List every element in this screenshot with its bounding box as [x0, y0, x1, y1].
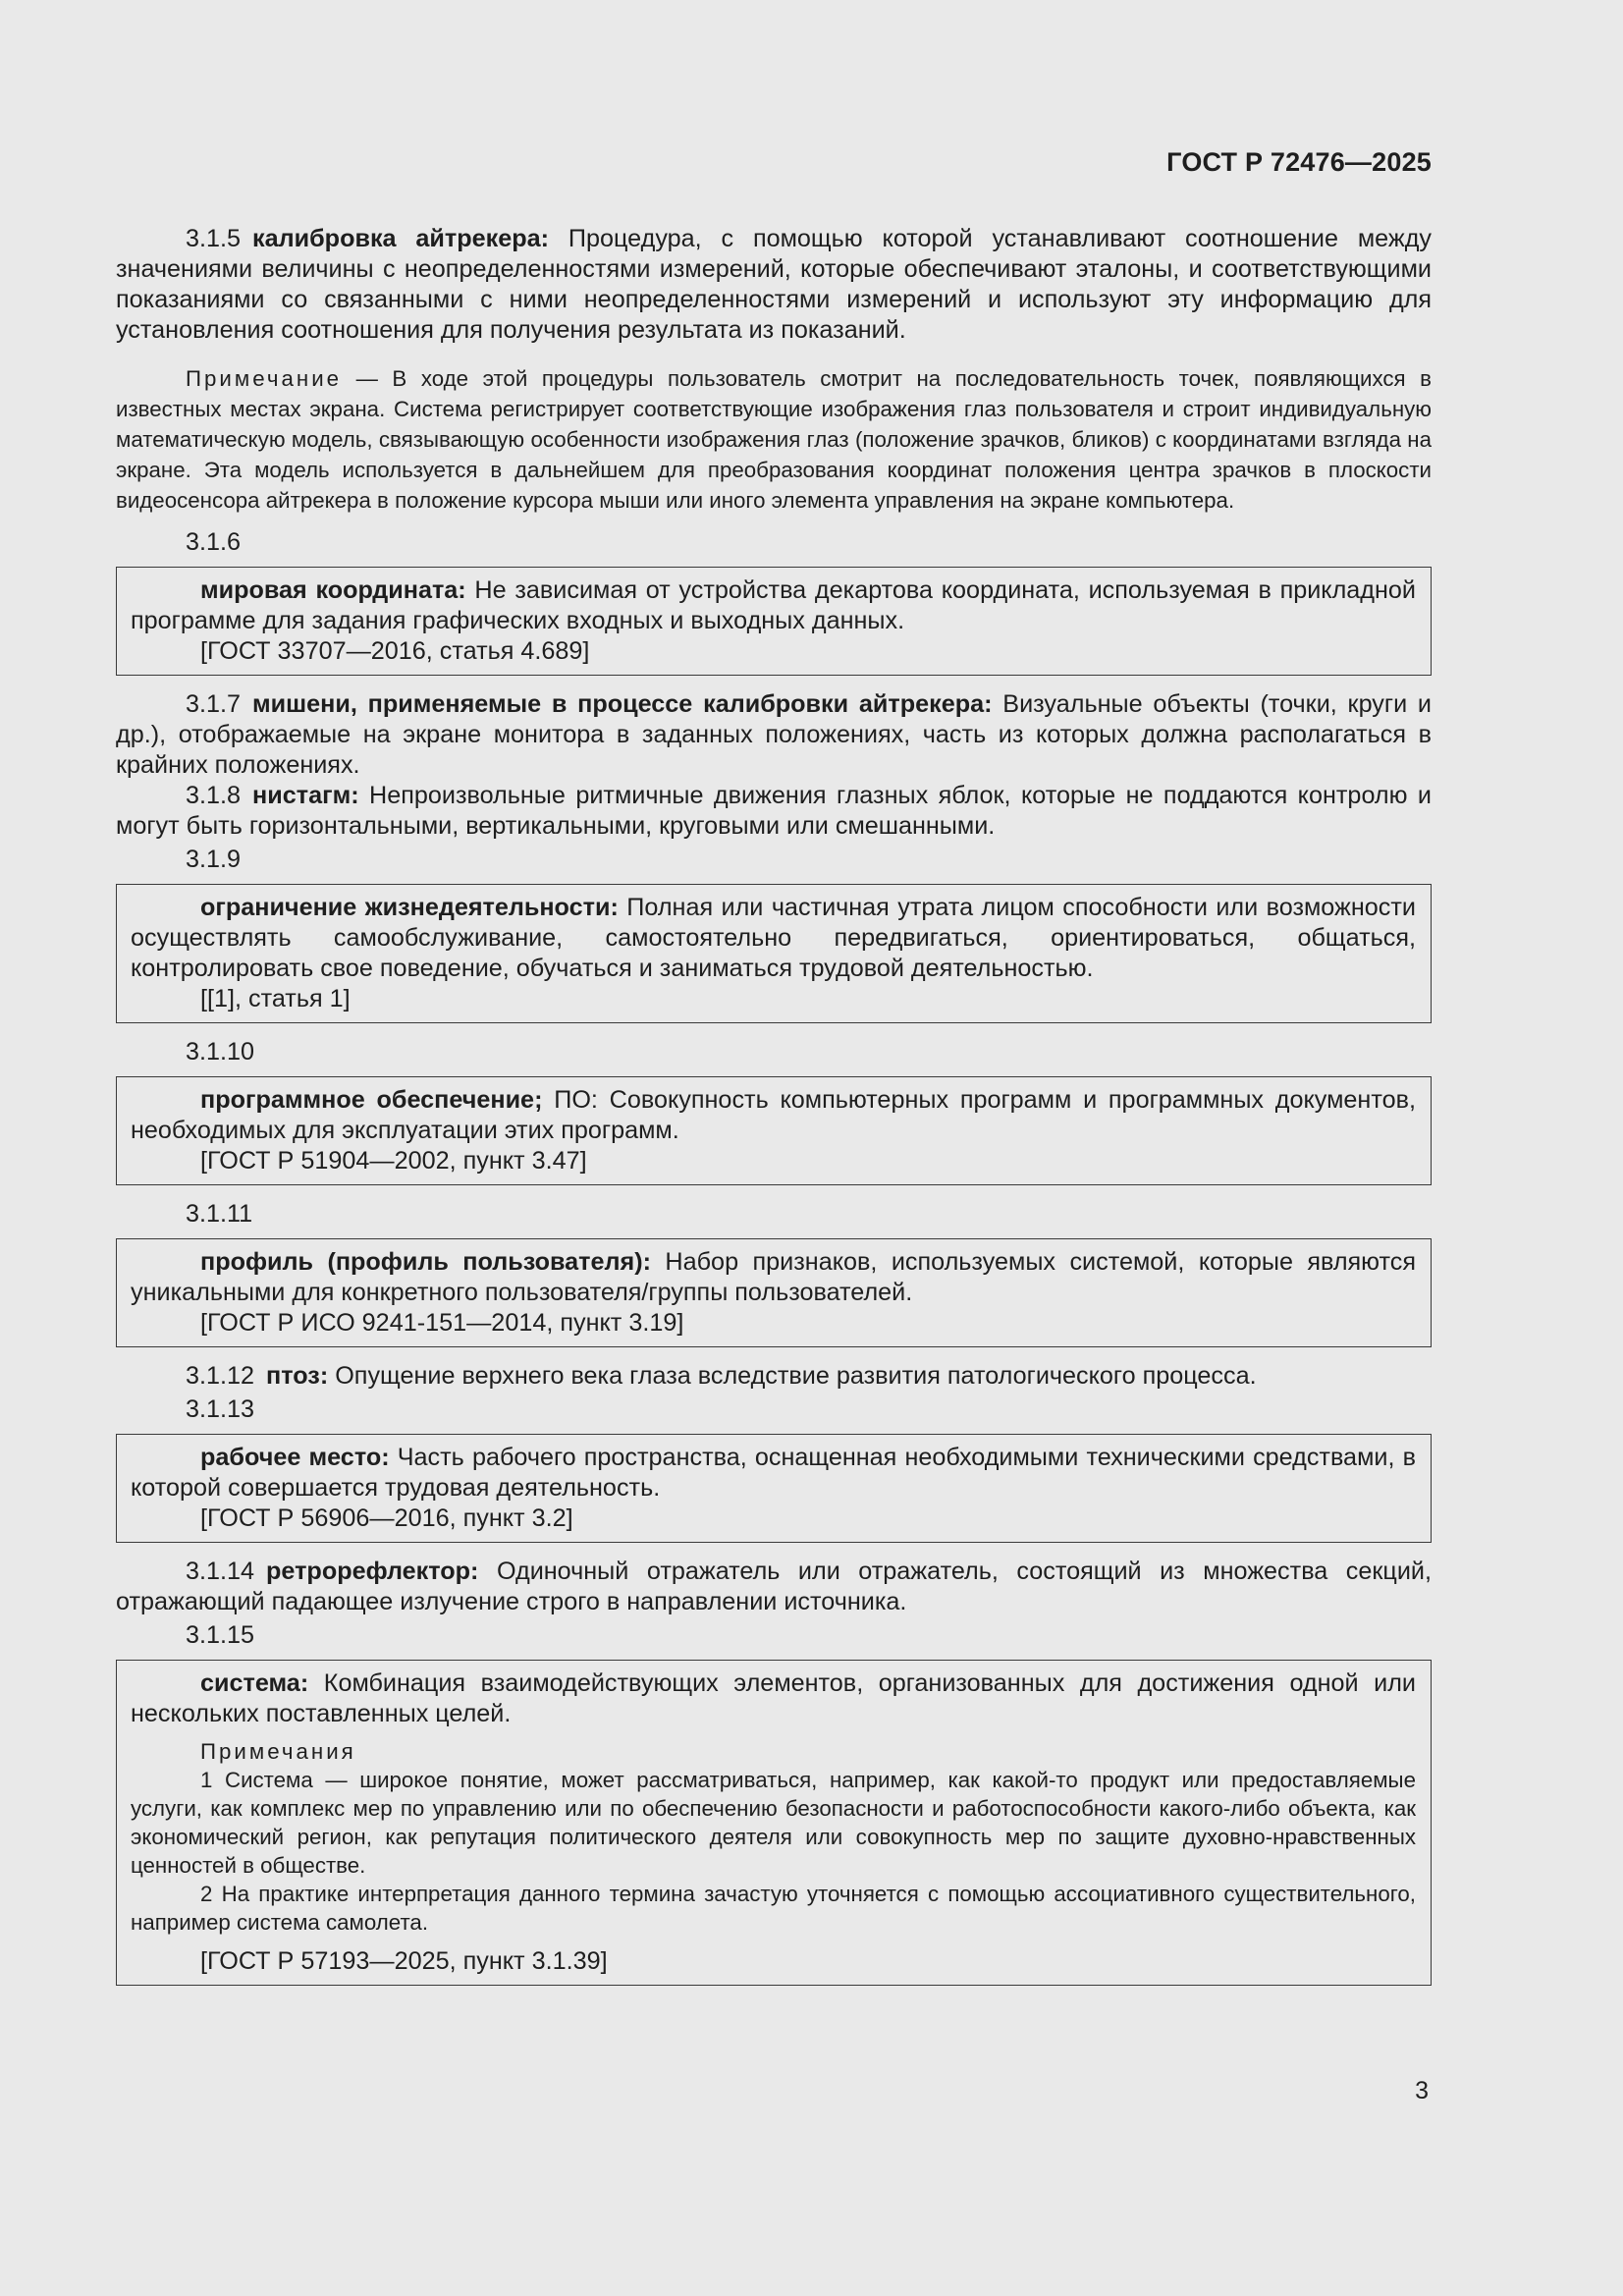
definition-text: Часть рабочего пространства, оснащенная необходимыми техническими средствами, в которой совершается трудовая деятельность. — [131, 1444, 1416, 1502]
clause-number-3-1-13: 3.1.13 — [186, 1395, 255, 1423]
source-reference: [ГОСТ Р 56906—2016, пункт 3.2] — [200, 1504, 573, 1532]
source-reference: [[1], статья 1] — [200, 985, 351, 1012]
definition-text: Не зависимая от устройства декартова координата, используемая в прикладной программе для задания графических входных и выходных данных. — [131, 576, 1416, 634]
source-reference: [ГОСТ Р 51904—2002, пункт 3.47] — [200, 1147, 587, 1175]
notes-label: Примечания — [200, 1739, 356, 1764]
definition-3-1-13 — [131, 1443, 1416, 1503]
definition-box-3-1-15 — [116, 1660, 1432, 1986]
clause-number: 3.1.8 — [186, 782, 242, 809]
definition-text: ПО: Совокупность компьютерных программ и программных документов, необходимых для эксплуатации этих программ. — [131, 1086, 1416, 1144]
note-text: — В ходе этой процедуры пользователь смотрит на последовательность точек, появляющихся в известных местах экрана. Система регистрирует соответствующие изображения глаз пользователя и строит индивидуальную математическую модель, связывающую особенности изображения глаз (положение зрачков, бликов) с координатами взгляда на экране. Эта модель используется в дальнейшем для преобразования координат положения центра зрачков в плоскости видеосенсора айтрекера в положение курсора мыши или иного элемента управления на экране компьютера. — [116, 366, 1432, 513]
definition-3-1-7 — [116, 689, 1432, 781]
definition-text: Набор признаков, используемых системой, которые являются уникальными для конкретного пользователя/группы пользователей. — [131, 1248, 1417, 1306]
term: калибровка айтрекера: — [252, 225, 550, 252]
note-2: 2 На практике интерпретация данного термина зачастую уточняется с помощью ассоциативного существительного, например система самолета. — [131, 1882, 1416, 1935]
term: ограничение жизнедеятельности: — [200, 894, 619, 921]
definition-3-1-8 — [116, 781, 1432, 842]
note-3-1-5 — [116, 363, 1432, 516]
term: мишени, применяемые в процессе калибровки айтрекера: — [252, 690, 993, 718]
definition-text: Одиночный отражатель или отражатель, состоящий из множества секций, отражающий падающее излучение строго в направлении источника. — [116, 1558, 1432, 1615]
page-number: 3 — [1415, 2077, 1429, 2105]
definition-text: Процедура, с помощью которой устанавливают соотношение между значениями величины с неопределенностями измерений, которые обеспечивают эталоны, и соответствующими показаниями со связанными с ними неопределенностями измерений и используют эту информацию для установления соотношения для получения результата из показаний. — [116, 225, 1433, 344]
definition-box-3-1-13 — [116, 1434, 1432, 1543]
clause-number-3-1-15: 3.1.15 — [186, 1621, 255, 1649]
term: профиль (профиль пользователя): — [200, 1248, 651, 1276]
definition-3-1-12 — [116, 1361, 1432, 1392]
definition-text: Визуальные объекты (точки, круги и др.), отображаемые на экране монитора в заданных положениях, часть из которых должна располагаться в крайних положениях. — [116, 690, 1432, 779]
definition-3-1-9 — [131, 893, 1416, 984]
term: птоз: — [266, 1362, 329, 1390]
definition-3-1-6 — [131, 575, 1416, 636]
term: рабочее место: — [200, 1444, 390, 1471]
clause-number: 3.1.12 — [186, 1362, 255, 1390]
definition-3-1-11 — [131, 1247, 1416, 1308]
clause-number: 3.1.7 — [186, 690, 242, 718]
definition-3-1-10 — [131, 1085, 1416, 1146]
clause-number: 3.1.14 — [186, 1558, 255, 1585]
document-header: ГОСТ Р 72476—2025 — [1166, 147, 1432, 177]
term: нистагм: — [252, 782, 359, 809]
note-1: 1 Система — широкое понятие, может рассматриваться, например, как какой-то продукт или предоставляемые услуги, как комплекс мер по управлению или по обеспечению безопасности и работоспособности какого-либо объекта, как экономический регион, как репутация политического деятеля или совокупность мер по защите духовно-нравственных ценностей в обществе. — [131, 1768, 1416, 1878]
definition-box-3-1-11 — [116, 1238, 1432, 1347]
term: программное обеспечение; — [200, 1086, 543, 1114]
clause-number-3-1-6: 3.1.6 — [186, 528, 242, 556]
definition-box-3-1-9 — [116, 884, 1432, 1023]
clause-number-3-1-11: 3.1.11 — [186, 1200, 253, 1228]
definition-text: Опущение верхнего века глаза вследствие развития патологического процесса. — [328, 1362, 1257, 1390]
source-reference: [ГОСТ Р ИСО 9241-151—2014, пункт 3.19] — [200, 1309, 684, 1337]
source-reference: [ГОСТ Р 57193—2025, пункт 3.1.39] — [200, 1947, 608, 1975]
clause-number: 3.1.5 — [186, 225, 242, 252]
definition-3-1-15 — [131, 1668, 1416, 1729]
definition-text: Полная или частичная утрата лицом способности или возможности осуществлять самообслуживание, самостоятельно передвигаться, ориентироваться, общаться, контролировать свое поведение, обучаться и заниматься трудовой деятельностью. — [131, 894, 1416, 982]
definition-3-1-14 — [116, 1557, 1432, 1617]
definition-box-3-1-10 — [116, 1076, 1432, 1185]
term: мировая координата: — [200, 576, 466, 604]
terms-section — [116, 224, 1432, 1999]
term: ретрорефлектор: — [266, 1558, 479, 1585]
clause-number-3-1-10: 3.1.10 — [186, 1038, 255, 1066]
source-reference: [ГОСТ 33707—2016, статья 4.689] — [200, 637, 590, 665]
term: система: — [200, 1669, 309, 1697]
note-label: Примечание — [186, 366, 343, 391]
clause-number-3-1-9: 3.1.9 — [186, 846, 242, 873]
definition-3-1-5 — [116, 224, 1432, 346]
definition-text: Комбинация взаимодействующих элементов, организованных для достижения одной или нескольких поставленных целей. — [131, 1669, 1416, 1727]
definition-text: Непроизвольные ритмичные движения глазных яблок, которые не поддаются контролю и могут быть горизонтальными, вертикальными, круговыми или смешанными. — [116, 782, 1432, 840]
definition-box-3-1-6 — [116, 567, 1432, 676]
